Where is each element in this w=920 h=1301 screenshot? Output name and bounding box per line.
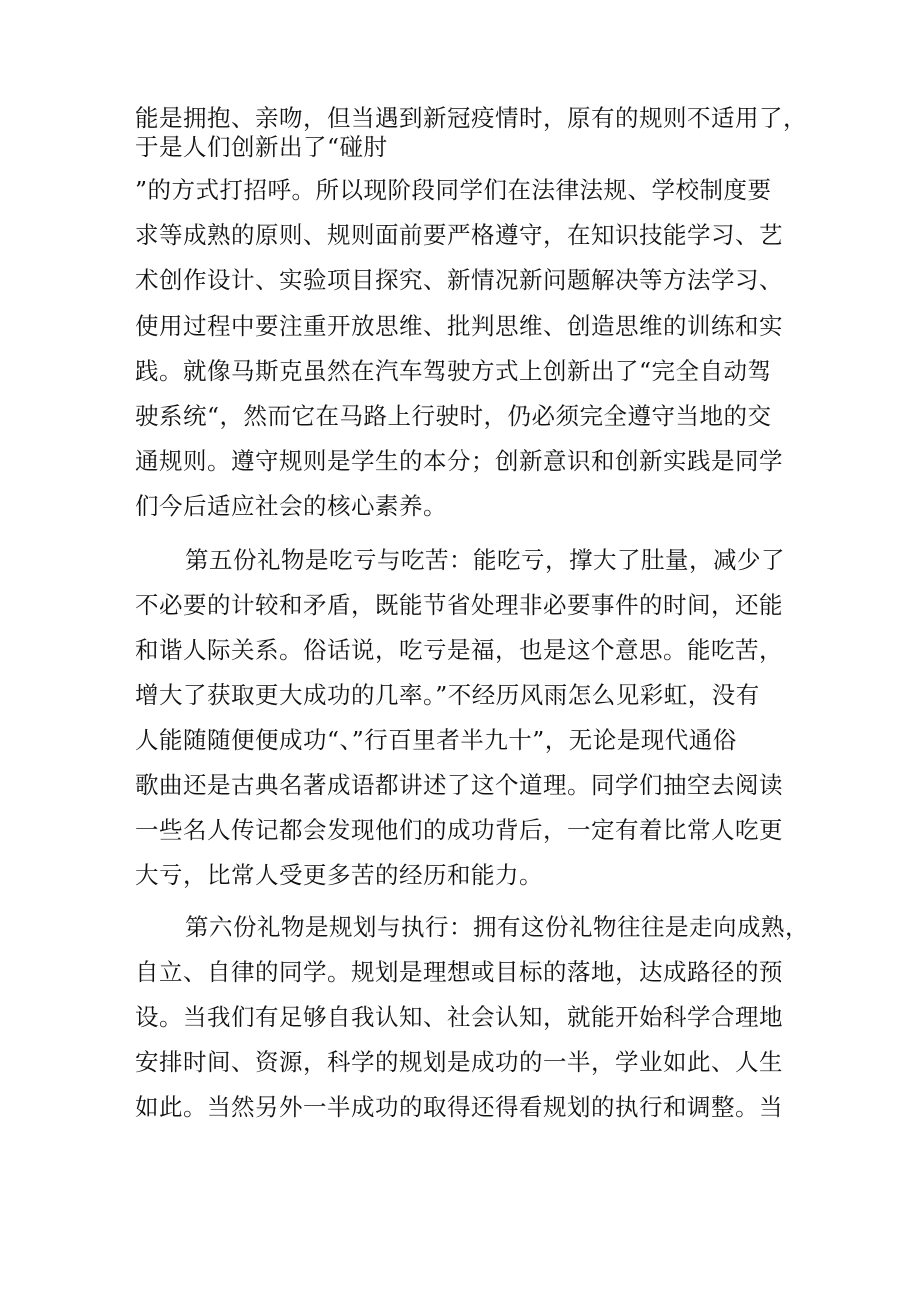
paragraph-first-line: 第五份礼物是吃亏与吃苦：能吃亏，撑大了肚量，减少了 (185, 546, 785, 574)
text-line: 自立、自律的同学。规划是理想或目标的落地，达成路径的预 (135, 958, 783, 986)
text-line: 们今后适应社会的核心素养。 (135, 492, 447, 520)
text-line: 不必要的计较和矛盾，既能节省处理非必要事件的时间，还能 (135, 591, 783, 619)
text-line: 增大了获取更大成功的几率。”不经历风雨怎么见彩虹，没有 (135, 681, 760, 709)
text-line: 使用过程中要注重开放思维、批判思维、创造思维的训练和实 (135, 312, 783, 340)
text-line: 如此。当然另外一半成功的取得还得看规划的执行和调整。当 (135, 1093, 783, 1121)
text-line: 人能随随便便成功“、”行百里者半九十”，无论是现代通俗 (135, 726, 737, 754)
text-line: 通规则。遵守规则是学生的本分；创新意识和创新实践是同学 (135, 447, 783, 475)
text-line: 于是人们创新出了“碰肘 (135, 133, 388, 161)
text-line: 大亏，比常人受更多苦的经历和能力。 (135, 861, 543, 889)
paragraph-first-line: 第六份礼物是规划与执行：拥有这份礼物往往是走向成熟， (185, 913, 809, 941)
text-line: 和谐人际关系。俗话说，吃亏是福，也是这个意思。能吃苦， (135, 636, 783, 664)
text-line: 驶系统“，然而它在马路上行驶时，仍必须完全遵守当地的交 (135, 402, 772, 430)
text-line: 一些名人传记都会发现他们的成功背后，一定有着比常人吃更 (135, 816, 783, 844)
text-line: 设。当我们有足够自我认知、社会认知，就能开始科学合理地 (135, 1003, 783, 1031)
text-line: 求等成熟的原则、规则面前要严格遵守，在知识技能学习、艺 (135, 221, 783, 249)
text-line: 术创作设计、实验项目探究、新情况新问题解决等方法学习、 (135, 266, 783, 294)
text-line: 安排时间、资源，科学的规划是成功的一半，学业如此、人生 (135, 1048, 783, 1076)
text-line: 歌曲还是古典名著成语都讲述了这个道理。同学们抽空去阅读 (135, 771, 783, 799)
text-line: ”的方式打招呼。所以现阶段同学们在法律法规、学校制度要 (135, 176, 772, 204)
text-line: 能是拥抱、亲吻，但当遇到新冠疫情时，原有的规则不适用了， (135, 104, 807, 132)
text-line: 践。就像马斯克虽然在汽车驾驶方式上创新出了“完全自动驾 (135, 357, 772, 385)
